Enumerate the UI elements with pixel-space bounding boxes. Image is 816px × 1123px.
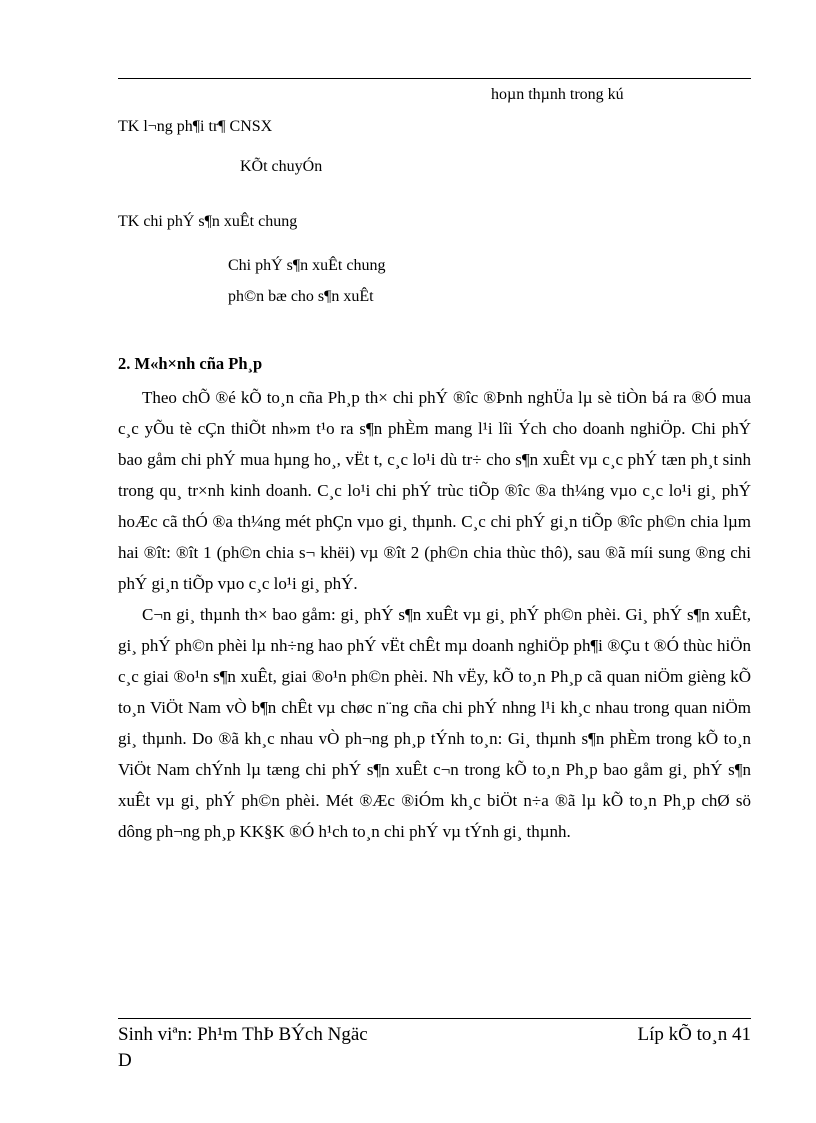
footer-class-suffix: D <box>118 1050 132 1071</box>
header-rule <box>118 78 751 79</box>
diagram-text-transfer: KÕt chuyÓn <box>240 158 323 175</box>
diagram-text-overhead-account: TK chi phÝ s¶n xuÊt chung <box>118 213 298 230</box>
diagram-text-allocated: ph©n bæ cho s¶n xuÊt <box>228 288 374 305</box>
section-body <box>118 382 751 847</box>
paragraph-2: C¬n gi¸ thµnh th× bao gåm: gi¸ phÝ s¶n xuÊt vµ gi¸ phÝ ph©n phèi. Gi¸ phÝ s¶n xuÊt, gi¸ phÝ ph©n phèi lµ nh÷ng hao phÝ vËt chÊt mµ doanh nghiÖp ph¶i ®Çu t ®Ó thùc hiÖn c¸c giai ®o¹n s¶n xuÊt, giai ®o¹n ph©n phèi. Nh vËy, kÕ to¸n Ph¸p cã quan niÖm gièng kÕ to¸n ViÖt Nam vÒ b¶n chÊt vµ chøc n¨ng cña chi phÝ nhng l¹i kh¸c nhau trong quan niÖm gi¸ thµnh. Do ®ã kh¸c nhau vÒ ph¬ng ph¸p tÝnh to¸n: Gi¸ thµnh s¶n phÈm trong kÕ to¸n ViÖt Nam chÝnh lµ tæng chi phÝ s¶n xuÊt c¬n trong kÕ to¸n Ph¸p bao gåm gi¸ phÝ s¶n xuÊt vµ gi¸ phÝ ph©n phèi. Mét ®Æc ®iÓm kh¸c biÖt n÷a ®ã lµ kÕ to¸n Ph¸p chØ sö dông ph¬ng ph¸p KK§K ®Ó h¹ch to¸n chi phÝ vµ tÝnh gi¸ thµnh. <box>118 605 751 841</box>
diagram-text-completed-in-period: hoµn thµnh trong kú <box>491 86 624 103</box>
footer-rule <box>118 1018 751 1019</box>
footer-student-name: Sinh viªn: Ph¹m ThÞ BÝch Ngäc <box>118 1024 368 1045</box>
paragraph-1: Theo chÕ ®é kÕ to¸n cña Ph¸p th× chi phÝ ®îc ®Þnh nghÜa lµ sè tiÒn bá ra ®Ó mua c¸c yÕu tè cÇn thiÕt nh»m t¹o ra s¶n phÈm mang l¹i lîi Ých cho doanh nghiÖp. Chi phÝ bao gåm chi phÝ mua hµng ho¸, vËt t, c¸c lo¹i dù tr÷ cho s¶n xuÊt vµ c¸c phÝ tæn ph¸t sinh trong qu¸ tr×nh kinh doanh. C¸c lo¹i chi phÝ trùc tiÕp ®îc ®a th¼ng vµo c¸c lo¹i gi¸ phÝ hoÆc cã thÓ ®a th¼ng mét phÇn vµo gi¸ thµnh. C¸c chi phÝ gi¸n tiÕp ®îc ph©n chia lµm hai ®ît: ®ît 1 (ph©n chia s¬ khëi) vµ ®ît 2 (ph©n chia thùc thô), sau ®ã míi sung ®ng chi phÝ gi¸n tiÕp vµo c¸c lo¹i gi¸ phÝ. <box>118 388 751 593</box>
diagram-text-overhead-cost: Chi phÝ s¶n xuÊt chung <box>228 257 386 274</box>
section-heading: 2. M«h×nh cña Ph¸p <box>118 354 263 373</box>
diagram-text-salary-account: TK l¬ng ph¶i tr¶ CNSX <box>118 118 273 135</box>
footer-class: Líp kÕ to¸n 41 <box>637 1024 751 1045</box>
